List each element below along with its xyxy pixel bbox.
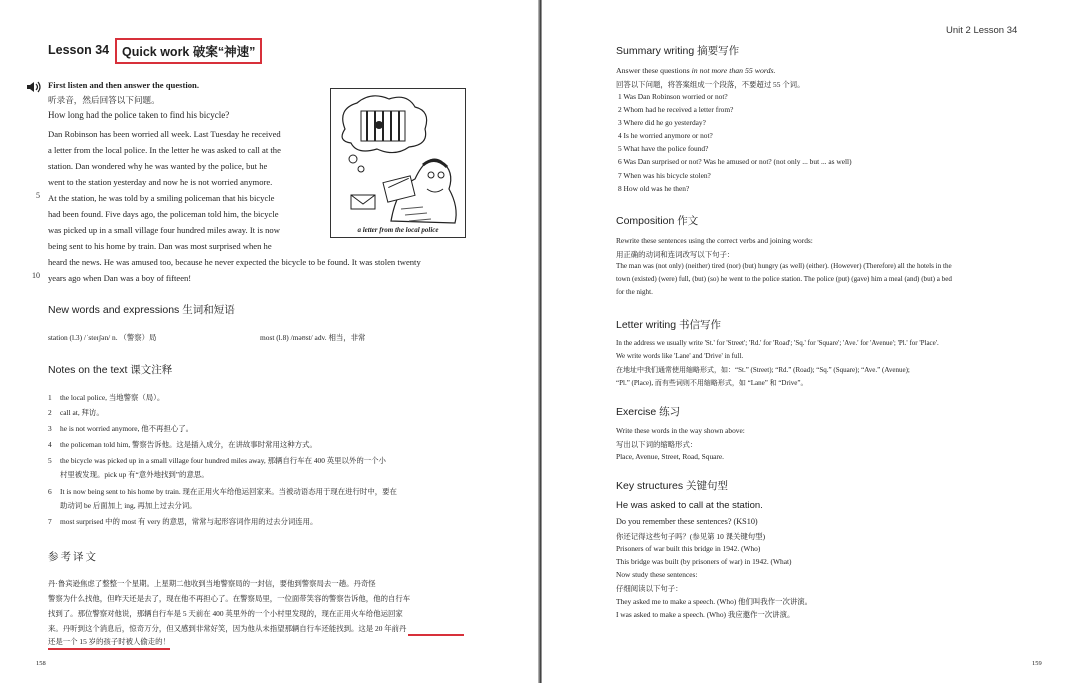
question-text: How long had the police taken to find his bicycle? — [48, 110, 230, 120]
passage-line: heard the news. He was amused too, because he never expected the bicycle to be found. It was stolen twenty — [48, 257, 421, 267]
summary-question: 2 Whom had he received a letter from? — [618, 105, 734, 114]
running-header: Unit 2 Lesson 34 — [946, 25, 1018, 36]
red-underline — [408, 634, 464, 636]
note-item: 2 call at, 拜访。 — [48, 408, 104, 417]
composition-line: town (existed) (were) full, (but) (so) he went to the police station. The police (put) (gave) him a meal (and) (but) a bed — [616, 275, 952, 283]
speaker-icon — [26, 80, 42, 92]
note-item: 3 he is not worried anymore, 他不再担心了。 — [48, 424, 194, 433]
summary-question: 4 Is he worried anymore or not? — [618, 131, 713, 140]
line-number: 5 — [36, 191, 40, 200]
exercise-heading: Exercise 练习 — [616, 406, 681, 418]
lesson-title: Quick work 破案“神速” — [115, 38, 262, 64]
note-item: 7 most surprised 中的 most 有 very 的意思，常常与起形容词作用的过去分词连用。 — [48, 517, 318, 526]
passage-line: went to the station yesterday and now he is not worried anymore. — [48, 177, 273, 187]
note-item: 助动词 be 后面加上 ing, 再加上过去分词。 — [60, 501, 197, 510]
key-structures-line: Now study these sentences: — [616, 570, 698, 579]
letter-writing-line: We write words like 'Lane' and 'Drive' in full. — [616, 352, 744, 360]
note-item: 6 It is now being sent to his home by train. 现在正用火车给他运回家来。当被动语态用于现在进行时中，要在 — [48, 487, 397, 496]
key-structures-line: Do you remember these sentences? (KS10) — [616, 517, 758, 526]
exercise-line: Write these words in the way shown above: — [616, 426, 745, 435]
letter-writing-heading: Letter writing 书信写作 — [616, 319, 722, 331]
key-structures-line: This bridge was built (by prisoners of war) in 1942. (What) — [616, 557, 792, 566]
translation-line: 丹·鲁宾逊焦虑了整整一个星期。上星期二他收到当地警察局的一封信，要他到警察局去一趟。丹奇怪 — [48, 579, 376, 588]
letter-writing-line: In the address we usually write 'St.' for 'Street'; 'Rd.' for 'Road'; 'Sq.' for 'Square'; 'Ave.' for 'Avenue'; 'Pl.' for 'Place'. — [616, 339, 939, 347]
passage-line: had been found. Five days ago, the policeman told him, the bicycle — [48, 209, 279, 219]
translation-line: 找到了。那位警察对他说，那辆自行车是 5 天前在 400 英里外的一个小村里发现的，现在正用火车给他运回家 — [48, 609, 403, 618]
new-word: most (l.8) /məʊst/ adv. 相当，非常 — [260, 333, 366, 342]
composition-intro: Rewrite these sentences using the correct verbs and joining words: — [616, 236, 813, 245]
passage-line: a letter from the local police. In the letter he was asked to call at the — [48, 145, 281, 155]
new-word: station (l.3) /ˈsteɪʃən/ n. （警察）局 — [48, 333, 157, 342]
note-item: 1 the local police, 当地警察（局）。 — [48, 393, 165, 402]
summary-question: 5 What have the police found? — [618, 144, 709, 153]
summary-intro-zh: 回答以下问题，将答案组成一个段落，不要超过 55 个词。 — [616, 80, 805, 89]
composition-line: The man was (not only) (neither) tired (nor) (but) hungry (as well) (either). (However) (Therefore) all the hotels in the — [616, 262, 952, 270]
lesson-label: Lesson 34 — [48, 43, 110, 57]
summary-question: 8 How old was he then? — [618, 184, 690, 193]
key-structures-line: 仔细阅读以下句子： — [616, 584, 683, 593]
letter-writing-line: “Pl.” (Place), 而有些词则不用缩略形式，如 “Lane” 和 “Drive”。 — [616, 379, 808, 387]
summary-question: 3 Where did he go yesterday? — [618, 118, 706, 127]
key-structures-heading: Key structures 关键句型 — [616, 480, 729, 492]
exercise-line: 写出以下词的缩略形式： — [616, 440, 698, 449]
translation-line: 来。丹听到这个消息后，惊奇万分，但又感到非常好笑，因为他从未指望那辆自行车还能找到。这是 20 年前丹 — [48, 624, 407, 633]
line-number: 10 — [32, 271, 40, 280]
right-page — [542, 0, 1074, 683]
translation-line: 警察为什么找他，但昨天还是去了，现在他不再担心了。在警察局里，一位面带笑容的警察告诉他，他的自行车 — [48, 594, 411, 603]
letter-writing-line: 在地址中我们通常使用缩略形式，如：“St.” (Street); “Rd.” (Road); “Sq.” (Square); “Ave.” (Avenue); — [616, 366, 910, 374]
key-structures-line: I was asked to make a speech. (Who) 我应邀作一次讲演。 — [616, 610, 795, 619]
passage-line: Dan Robinson has been worried all week. Last Tuesday he received — [48, 129, 281, 139]
question-instruction: First listen and then answer the question. — [48, 80, 199, 90]
question-instruction-zh: 听录音，然后回答以下问题。 — [48, 95, 160, 105]
summary-question: 6 Was Dan surprised or not? Was he amused or not? (not only ... but ... as well) — [618, 157, 852, 166]
page-number: 158 — [36, 660, 46, 667]
composition-intro-zh: 用正确的动词和连词改写以下句子： — [616, 250, 735, 259]
summary-question: 1 Was Dan Robinson worried or not? — [618, 92, 728, 101]
translation-line: 还是一个 15 岁的孩子时被人偷走的！ — [48, 636, 170, 650]
passage-line: being sent to his home by train. Dan was most surprised when he — [48, 241, 272, 251]
translation-heading: 参考译文 — [48, 552, 98, 563]
illustration-caption: a letter from the local police — [357, 226, 439, 234]
note-item: 4 the policeman told him, 警察告诉他。这是插入成分，在讲故事时常用这种方式。 — [48, 440, 317, 449]
note-item: 村里被发现。pick up 有“意外地找到”的意思。 — [60, 470, 209, 479]
note-item: 5 the bicycle was picked up in a small village four hundred miles away, 那辆自行车在 400 英里以外的一个小 — [48, 456, 386, 465]
summary-intro: Answer these questions in not more than 55 words. — [616, 66, 776, 75]
passage-line: years ago when Dan was a boy of fifteen! — [48, 273, 192, 283]
new-words-heading: New words and expressions 生词和短语 — [48, 304, 235, 316]
passage-line: At the station, he was told by a smiling policeman that his bicycle — [48, 193, 275, 203]
key-structures-line: Prisoners of war built this bridge in 1942. (Who) — [616, 544, 761, 553]
key-structures-subheading: He was asked to call at the station. — [616, 500, 763, 511]
page-number: 159 — [1032, 660, 1042, 667]
summary-question: 7 When was his bicycle stolen? — [618, 171, 711, 180]
summary-heading: Summary writing 摘要写作 — [616, 45, 740, 57]
notes-heading: Notes on the text 课文注释 — [48, 364, 173, 376]
exercise-line: Place, Avenue, Street, Road, Square. — [616, 452, 725, 461]
passage-line: was picked up in a small village four hundred miles away. It is now — [48, 225, 280, 235]
composition-line: for the night. — [616, 288, 653, 296]
key-structures-line: 你还记得这些句子吗？(参见第 10 课关键句型) — [616, 532, 766, 541]
key-structures-line: They asked me to make a speech. (Who) 他们叫我作一次讲演。 — [616, 597, 813, 606]
passage-line: station. Dan wondered why he was wanted by the police, but he — [48, 161, 268, 171]
illustration — [330, 88, 466, 238]
composition-heading: Composition 作文 — [616, 215, 699, 227]
